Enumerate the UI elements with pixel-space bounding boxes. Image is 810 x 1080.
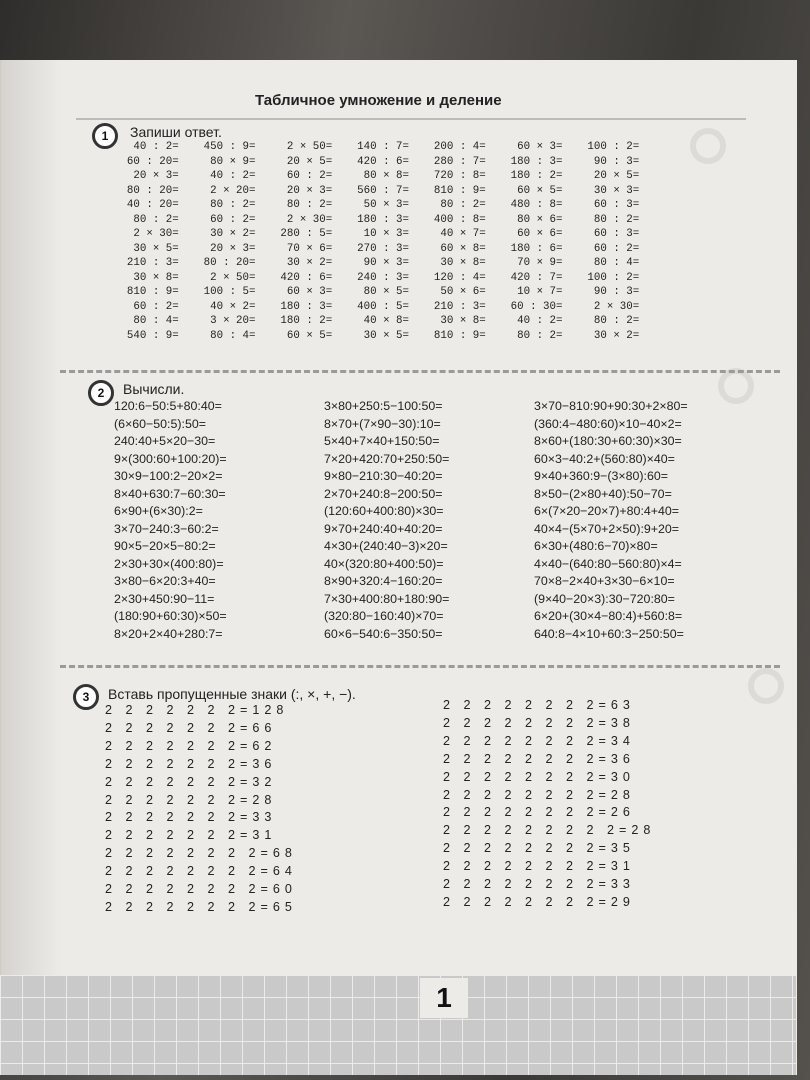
problem-item: 400 : 8= [433,213,486,226]
problem-item: 30 × 8= [440,315,486,327]
problem-item: 2 2 2 2 2 2 2 2=64 [105,864,297,879]
problem-item: 80 : 2= [593,213,640,226]
section-number-badge: 2 [88,380,114,406]
problem-item: 3×70−810:90+90:30+2×80= [534,399,688,413]
problem-item: 2 2 2 2 2 2 2 2=28 [443,787,635,802]
problem-item: 70×8−2×40+3×30−6×10= [534,574,675,588]
problem-item: 180 : 3= [510,155,563,168]
problem-item: 80 : 20= [126,184,179,197]
problem-item: 240:40+5×20−30= [114,434,216,448]
problem-item: 2 2 2 2 2 2 2 2=26 [443,805,635,820]
problem-item: 80 : 4= [133,315,179,327]
page-title: Табличное умножение и деление [255,92,502,109]
problem-item: 20 × 3= [210,242,256,255]
problem-item: (9×40−20×3):30−720:80= [534,591,675,606]
problem-item: 2 2 2 2 2 2 2=128 [105,703,289,717]
problem-item: 2 2 2 2 2 2 2 2=35 [443,841,635,856]
problem-column [419,140,492,345]
problem-item: (180:90+60:30)×50= [114,609,227,623]
problem-item: 40 : 2= [517,315,563,327]
problem-item: 3 × 20= [210,315,256,327]
problem-item: 100 : 2= [587,141,640,153]
problem-column [114,398,318,643]
problem-item: 90 : 3= [593,155,640,168]
problem-item: 2 × 30= [133,228,179,240]
exercise-3-left-column [105,702,297,917]
section-divider [60,370,780,373]
problem-item: 8×50−(2×80+40):50−70= [534,486,672,501]
problem-item: 2 2 2 2 2 2 2 2=34 [443,733,635,748]
problem-item: 40 : 2= [210,170,256,182]
problem-column [573,140,646,345]
problem-item: 3×70−240:3−60:2= [114,521,219,536]
exercise-2-grid [114,398,754,643]
problem-item: 280 : 7= [433,155,486,168]
problem-item: 450 : 9= [203,141,256,153]
problem-item: 10 × 3= [363,228,409,240]
problem-column [534,398,754,643]
problem-item: 140 : 7= [357,141,409,153]
problem-item: 8×40+630:7−60:30= [114,486,226,501]
problem-item: 80 : 2= [440,199,486,211]
problem-column [496,140,569,345]
problem-item: 20 × 3= [286,184,333,197]
problem-item: 810 : 9= [126,286,179,298]
problem-item: 6×30+(480:6−70)×80= [534,539,658,553]
problem-column [342,140,415,345]
problem-item: 810 : 9= [433,329,486,342]
problem-item: 40 : 20= [126,199,179,211]
problem-item: 9×40+360:9−(3×80):60= [534,469,669,483]
problem-item: 560 : 7= [357,184,409,197]
exercise-1-grid [112,140,722,345]
problem-item: 100 : 5= [203,286,256,298]
problem-item: 30 × 2= [210,228,256,240]
problem-item: 60 × 5= [286,329,333,342]
problem-item: 2 2 2 2 2 2 2 2=65 [105,899,297,914]
problem-item: 8×60+(180:30+60:30)×30= [534,434,682,448]
problem-item: 2 2 2 2 2 2 2 2=33 [443,877,635,892]
problem-item: 4×30+(240:40−3)×20= [324,539,448,553]
problem-item: 400 : 5= [357,300,409,313]
problem-item: 30 × 5= [363,329,409,342]
problem-item: 2 2 2 2 2 2 2 2=29 [443,894,635,909]
problem-item: 80 × 6= [517,213,563,226]
section-title: Вычисли. [123,381,185,397]
problem-item: 60 × 6= [517,228,563,240]
problem-item: 10 × 7= [517,286,563,298]
problem-item: 2 2 2 2 2 2 2=36 [105,756,277,771]
problem-item: 2 2 2 2 2 2 2=28 [105,792,277,807]
problem-item: 60 × 5= [517,184,563,197]
problem-item: (120:60+400:80)×30= [324,504,444,518]
problem-column [112,140,185,345]
problem-item: 30 × 5= [133,242,179,255]
problem-column [266,140,339,345]
problem-item: 80 × 5= [363,286,409,298]
problem-item: 60 × 3= [517,141,563,153]
problem-item: 420 : 6= [280,271,333,284]
problem-item: 2×30+30×(400:80)= [114,556,224,571]
problem-item: 60 : 2= [210,213,256,226]
problem-item: 270 : 3= [357,242,409,255]
problem-item: 2 2 2 2 2 2 2 2=63 [443,698,635,712]
problem-item: 30 × 8= [133,271,179,284]
problem-item: 90 × 3= [363,257,409,269]
problem-column [324,398,528,643]
problem-item: 2 2 2 2 2 2 2 2=36 [443,751,635,766]
problem-item: 60×6−540:6−350:50= [324,626,443,641]
problem-item: 7×20+420:70+250:50= [324,451,450,466]
problem-item: 180 : 3= [280,300,333,313]
problem-item: 40×(320:80+400:50)= [324,556,444,571]
problem-item: 5×40+7×40+150:50= [324,434,440,448]
footer-grid-band [0,975,796,1075]
problem-item: 2 × 50= [286,141,333,153]
problem-item: 60 × 3= [286,286,333,298]
problem-item: 80 × 8= [363,170,409,182]
problem-item: 180 : 2= [510,170,563,182]
problem-item: 420 : 6= [357,155,409,168]
problem-item: 40×4−(5×70+2×50):9+20= [534,521,680,536]
problem-item: 60 : 2= [286,170,333,182]
problem-item: 60 : 30= [510,300,563,313]
problem-item: 2 2 2 2 2 2 2=62 [105,738,277,753]
problem-item: 80 : 4= [210,329,256,342]
problem-item: 60×3−40:2+(560:80)×40= [534,451,675,466]
problem-item: 7×30+400:80+180:90= [324,591,450,606]
problem-item: 60 × 8= [440,242,486,255]
problem-item: 200 : 4= [433,141,486,153]
problem-item: 180 : 3= [357,213,409,226]
section-title: Вставь пропущенные знаки (:, ×, +, −). [108,686,356,702]
problem-item: (360:4−480:60)×10−40×2= [534,416,682,431]
problem-item: 70 × 6= [286,242,333,255]
problem-item: (320:80−160:40)×70= [324,609,444,623]
problem-item: 540 : 9= [126,329,179,342]
problem-item: 80 : 4= [593,257,640,269]
problem-item: 8×90+320:4−160:20= [324,574,443,588]
problem-item: 30 × 2= [286,257,333,269]
problem-item: 90×5−20×5−80:2= [114,539,216,553]
problem-item: 60 : 2= [593,242,640,255]
problem-column [189,140,262,345]
section-number-badge: 3 [73,684,99,710]
problem-item: 2 × 30= [286,213,333,226]
problem-item: 50 × 3= [363,199,409,211]
problem-item: 2 2 2 2 2 2 2=33 [105,810,277,825]
problem-item: 3×80+250:5−100:50= [324,399,443,413]
section-divider [60,665,780,668]
problem-item: 2 2 2 2 2 2 2 2=68 [105,846,297,861]
problem-item: 9×(300:60+100:20)= [114,451,227,466]
problem-item: 210 : 3= [126,257,179,269]
problem-item: 100 : 2= [587,271,640,284]
problem-item: 9×70+240:40+40:20= [324,521,443,536]
problem-item: 120 : 4= [433,271,486,284]
problem-item: 6×90+(6×30):2= [114,504,203,518]
problem-item: 60 : 2= [133,300,179,313]
problem-item: 180 : 2= [280,315,333,327]
problem-item: 180 : 6= [510,242,563,255]
problem-item: 280 : 5= [280,228,333,240]
exercise-3-right-column [443,697,655,912]
problem-item: 70 × 9= [517,257,563,269]
problem-item: 720 : 8= [433,170,486,182]
problem-item: 30 × 2= [593,329,640,342]
problem-item: 2 2 2 2 2 2 2 2 2=28 [443,823,656,838]
problem-item: 80 : 2= [133,213,179,226]
problem-item: 50 × 6= [440,286,486,298]
problem-item: 640:8−4×10+60:3−250:50= [534,626,684,641]
problem-item: 2 2 2 2 2 2 2=31 [105,828,277,843]
problem-item: 40 : 2= [133,141,179,153]
problem-item: 80 : 2= [210,199,256,211]
problem-item: 30 × 3= [593,184,640,197]
problem-item: 40 × 2= [210,300,256,313]
problem-item: 30×9−100:2−20×2= [114,469,223,483]
problem-item: 80 : 2= [593,315,640,327]
problem-item: 80 : 2= [286,199,333,211]
problem-item: 8×20+2×40+280:7= [114,626,223,641]
problem-item: 2 × 30= [593,300,640,313]
problem-item: 80 : 20= [203,257,256,269]
title-divider [76,118,746,120]
problem-item: 20 × 3= [133,170,179,182]
ghost-circle-icon [748,668,784,704]
problem-item: 810 : 9= [433,184,486,197]
problem-item: 40 × 7= [440,228,486,240]
problem-item: 2 2 2 2 2 2 2 2=31 [443,859,635,874]
problem-item: 2 2 2 2 2 2 2 2=38 [443,715,635,730]
problem-item: 2 2 2 2 2 2 2=66 [105,720,277,735]
problem-item: 8×70+(7×90−30):10= [324,416,441,431]
problem-item: 6×(7×20−20×7)+80:4+40= [534,504,680,518]
problem-item: 60 : 20= [126,155,179,168]
problem-item: 60 : 3= [593,228,640,240]
problem-item: 2 2 2 2 2 2 2 2=60 [105,882,297,897]
problem-item: 120:6−50:5+80:40= [114,399,222,413]
problem-item: 2 × 50= [210,271,256,284]
section-number-badge: 1 [92,123,118,149]
problem-item: 2 2 2 2 2 2 2 2=30 [443,769,635,784]
problem-item: 2×70+240:8−200:50= [324,486,443,501]
problem-item: 30 × 8= [440,257,486,269]
problem-item: 20 × 5= [286,155,333,168]
problem-item: 210 : 3= [433,300,486,313]
problem-item: 60 : 3= [593,199,640,211]
problem-item: 480 : 8= [510,199,563,211]
page-number: 1 [420,978,468,1018]
problem-item: 9×80−210:30−40:20= [324,469,443,483]
problem-item: 6×20+(30×4−80:4)+560:8= [534,609,683,623]
problem-item: 240 : 3= [357,271,409,284]
problem-item: (6×60−50:5):50= [114,416,206,431]
problem-item: 2×30+450:90−11= [114,591,215,606]
problem-item: 4×40−(640:80−560:80)×4= [534,556,682,571]
problem-item: 80 : 2= [517,329,563,342]
problem-item: 2 × 20= [210,184,256,197]
problem-item: 3×80−6×20:3+40= [114,574,216,588]
problem-item: 90 : 3= [593,286,640,298]
section-title: Запиши ответ. [130,124,222,140]
problem-item: 80 × 9= [210,155,256,168]
problem-item: 40 × 8= [363,315,409,327]
problem-item: 420 : 7= [510,271,563,284]
problem-item: 20 × 5= [593,170,640,182]
problem-item: 2 2 2 2 2 2 2=32 [105,774,277,789]
